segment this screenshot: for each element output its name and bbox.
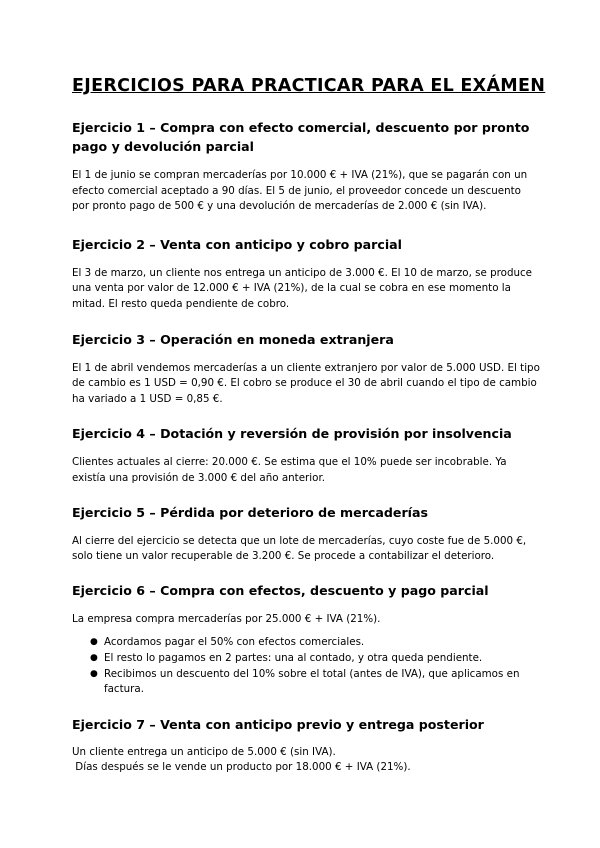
exercise-2-heading: Ejercicio 2 – Venta con anticipo y cobro parcial [72,236,402,252]
exercise-7-text-line-2: Días después se le vende un producto por 18.000 € + IVA (21%). [72,761,411,774]
exercise-6 [72,581,540,698]
exercise-5 [72,503,540,565]
exercise-6-heading: Ejercicio 6 – Compra con efectos, descuento y pago parcial [72,582,489,598]
exercise-2 [72,235,540,313]
list-item-text: El resto lo pagamos en 2 partes: una al contado, y otra queda pendiente. [104,651,483,664]
list-item [90,635,540,651]
exercise-1-heading: Ejercicio 1 – Compra con efecto comercial, descuento por pronto pago y devolución parcial [72,120,530,154]
bullet-icon: ● [90,652,98,663]
exercise-1 [72,118,540,215]
exercise-7-text-line-1: Un cliente entrega un anticipo de 5.000 € (sin IVA). [72,745,336,758]
exercise-6-text: La empresa compra mercaderías por 25.000 € + IVA (21%). [72,612,381,625]
exercise-3-text: El 1 de abril vendemos mercaderías a un cliente extranjero por valor de 5.000 USD. El tipo de cambio es 1 USD = 0,90 €. El cobro se produce el 30 de abril cuando el tipo de cambio ha variado a 1 USD = 0,85 €. [72,361,540,405]
exercise-4-text: Clientes actuales al cierre: 20.000 €. Se estima que el 10% puede ser incobrable. Ya existía una provisión de 3.000 € del año anterior. [72,456,507,484]
exercise-2-text: El 3 de marzo, un cliente nos entrega un anticipo de 3.000 €. El 10 de marzo, se produce una venta por valor de 12.000 € + IVA (21%), de la cual se cobra en ese momento la mitad. El resto queda pendiente de cobro. [72,266,533,310]
exercise-7-heading: Ejercicio 7 – Venta con anticipo previo y entrega posterior [72,716,484,732]
list-item-text: Recibimos un descuento del 10% sobre el total (antes de IVA), que aplicamos en factura. [104,667,520,696]
document-title: EJERCICIOS PARA PRACTICAR PARA EL EXÁMEN [72,76,546,96]
exercise-5-text: Al cierre del ejercicio se detecta que un lote de mercaderías, cuyo coste fue de 5.000 €, solo tiene un valor recuperable de 3.200 €. Se procede a contabilizar el deterioro. [72,534,527,563]
list-item-text: Acordamos pagar el 50% con efectos comerciales. [104,636,365,649]
bullet-icon: ● [90,637,98,648]
exercise-5-heading: Ejercicio 5 – Pérdida por deterioro de mercaderías [72,504,428,520]
bullet-icon: ● [90,668,98,679]
exercise-6-bullet-list [72,635,540,697]
exercise-3 [72,330,540,408]
exercise-7 [72,715,540,776]
list-item [90,667,540,698]
list-item [90,651,540,667]
exercise-1-text: El 1 de junio se compran mercaderías por 10.000 € + IVA (21%), que se pagarán con un efecto comercial aceptado a 90 días. El 5 de junio, el proveedor concede un descuento por pronto pago de 500 € y una devolución de mercaderías de 2.000 € (sin IVA). [72,169,528,213]
exercise-3-heading: Ejercicio 3 – Operación en moneda extranjera [72,331,394,347]
exercise-4 [72,424,540,486]
exercise-4-heading: Ejercicio 4 – Dotación y reversión de provisión por insolvencia [72,426,512,442]
